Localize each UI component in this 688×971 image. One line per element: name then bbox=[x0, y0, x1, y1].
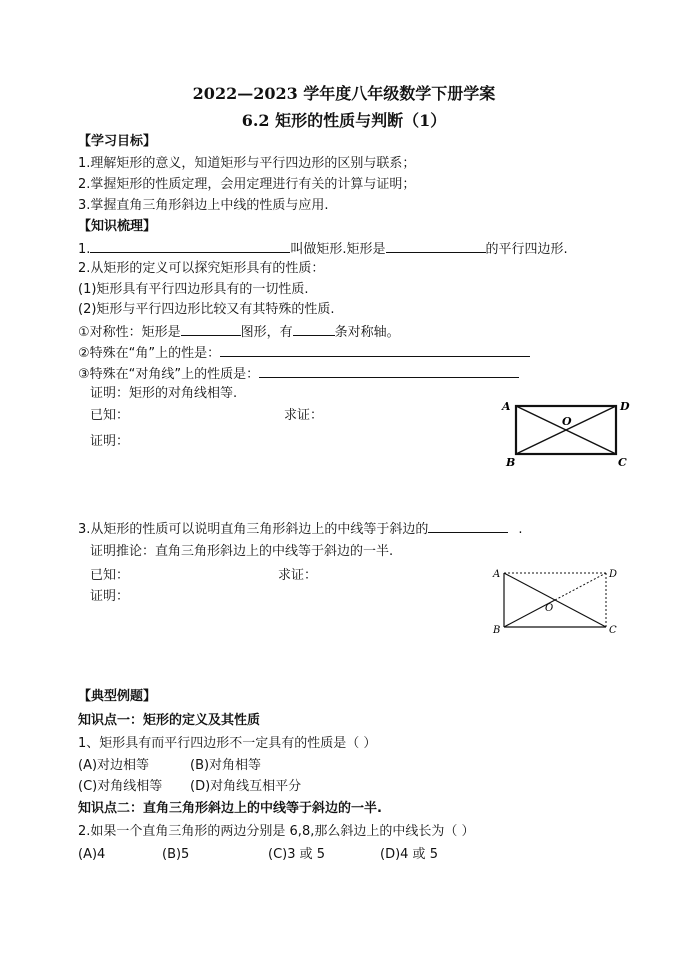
figure1-label-b: B bbox=[506, 456, 516, 469]
sym-blank-2[interactable] bbox=[293, 322, 335, 336]
figure2-label-c: C bbox=[609, 625, 617, 636]
q1-blank-1[interactable] bbox=[90, 239, 290, 253]
page-title: 2022—2023 学年度八年级数学下册学案 bbox=[192, 84, 496, 103]
prove-label: 求证： bbox=[284, 408, 324, 423]
figure1-label-d: D bbox=[620, 400, 630, 413]
sym-b: 图形，有 bbox=[240, 325, 293, 340]
angle-line bbox=[78, 343, 530, 363]
figure2-extension-od bbox=[555, 573, 606, 600]
figure1-label-a: A bbox=[502, 400, 511, 413]
q3-text: 3.从矩形的性质可以说明直角三角形斜边上的中线等于斜边的 bbox=[78, 522, 429, 537]
proof-statement: 证明：矩形的对角线相等. bbox=[90, 386, 238, 401]
sym-blank-1[interactable] bbox=[181, 322, 241, 336]
figure1-label-o: O bbox=[562, 415, 572, 428]
example-2-question: 2.如果一个直角三角形的两边分别是 6,8,那么斜边上的中线长为（ ） bbox=[78, 824, 475, 839]
example-1-option-a: (A)对边相等 bbox=[78, 758, 150, 773]
example-2-option-b: (B)5 bbox=[162, 847, 190, 862]
q1-suffix: 的平行四边形. bbox=[485, 242, 568, 257]
objectives-heading: 【学习目标】 bbox=[78, 134, 157, 149]
example-1-option-d: (D)对角线互相平分 bbox=[190, 779, 302, 794]
angle-blank[interactable] bbox=[220, 343, 530, 357]
figure2-label-o: O bbox=[545, 603, 554, 614]
known-label: 已知： bbox=[90, 408, 130, 423]
knowledge-q3 bbox=[78, 519, 523, 539]
q1-blank-2[interactable] bbox=[386, 239, 486, 253]
prove-label-2: 求证： bbox=[278, 568, 318, 583]
rectangle-figure-1 bbox=[498, 396, 638, 470]
objective-item-3: 3.掌握直角三角形斜边上中线的性质与应用. bbox=[78, 198, 329, 213]
q3-blank[interactable] bbox=[428, 519, 508, 533]
example-2-option-a: (A)4 bbox=[78, 847, 106, 862]
proof-label-2: 证明： bbox=[90, 589, 130, 604]
knowledge-q2-1: (1)矩形具有平行四边形具有的一切性质. bbox=[78, 282, 309, 297]
known-label-2: 已知： bbox=[90, 568, 130, 583]
diag-blank[interactable] bbox=[259, 364, 519, 378]
diag-line bbox=[78, 364, 519, 384]
figure2-label-a: A bbox=[493, 569, 501, 580]
knowledge-q2-2: (2)矩形与平行四边形比较又有其特殊的性质. bbox=[78, 302, 335, 317]
q1-mid: 叫做矩形.矩形是 bbox=[290, 242, 386, 257]
figure2-label-b: B bbox=[493, 625, 501, 636]
diag-text: ③特殊在“对角线”上的性质是： bbox=[78, 367, 260, 382]
example-2-option-d: (D)4 或 5 bbox=[380, 847, 438, 862]
knowledge-heading: 【知识梳理】 bbox=[78, 219, 157, 234]
rectangle-figure-2 bbox=[488, 565, 628, 637]
knowledge-q1 bbox=[78, 239, 568, 259]
objective-item-1: 1.理解矩形的意义，知道矩形与平行四边形的区别与联系； bbox=[78, 156, 416, 171]
sym-a: ①对称性：矩形是 bbox=[78, 325, 181, 340]
examples-heading: 【典型例题】 bbox=[78, 689, 157, 704]
sym-c: 条对称轴。 bbox=[334, 325, 400, 340]
example-1-option-c: (C)对角线相等 bbox=[78, 779, 163, 794]
figure1-label-c: C bbox=[618, 456, 627, 469]
knowledge-q2: 2.从矩形的定义可以探究矩形具有的性质： bbox=[78, 261, 325, 276]
q1-prefix: 1. bbox=[78, 242, 91, 257]
page-subtitle: 6.2 矩形的性质与判断（1） bbox=[241, 111, 447, 130]
q3-period: . bbox=[518, 522, 523, 537]
knowledge-point-2: 知识点二：直角三角形斜边上的中线等于斜边的一半. bbox=[78, 801, 382, 816]
example-1-question: 1、矩形具有而平行四边形不一定具有的性质是（ ） bbox=[78, 736, 377, 751]
proof-label: 证明： bbox=[90, 434, 130, 449]
knowledge-point-1: 知识点一：矩形的定义及其性质 bbox=[78, 713, 261, 728]
example-2-option-c: (C)3 或 5 bbox=[268, 847, 326, 862]
corollary-statement: 证明推论：直角三角形斜边上的中线等于斜边的一半. bbox=[90, 544, 394, 559]
objective-item-2: 2.掌握矩形的性质定理，会用定理进行有关的计算与证明； bbox=[78, 177, 416, 192]
example-1-option-b: (B)对角相等 bbox=[190, 758, 262, 773]
figure2-label-d: D bbox=[609, 569, 618, 580]
symmetry-line bbox=[78, 322, 400, 342]
angle-text: ②特殊在“角”上的性是： bbox=[78, 346, 221, 361]
